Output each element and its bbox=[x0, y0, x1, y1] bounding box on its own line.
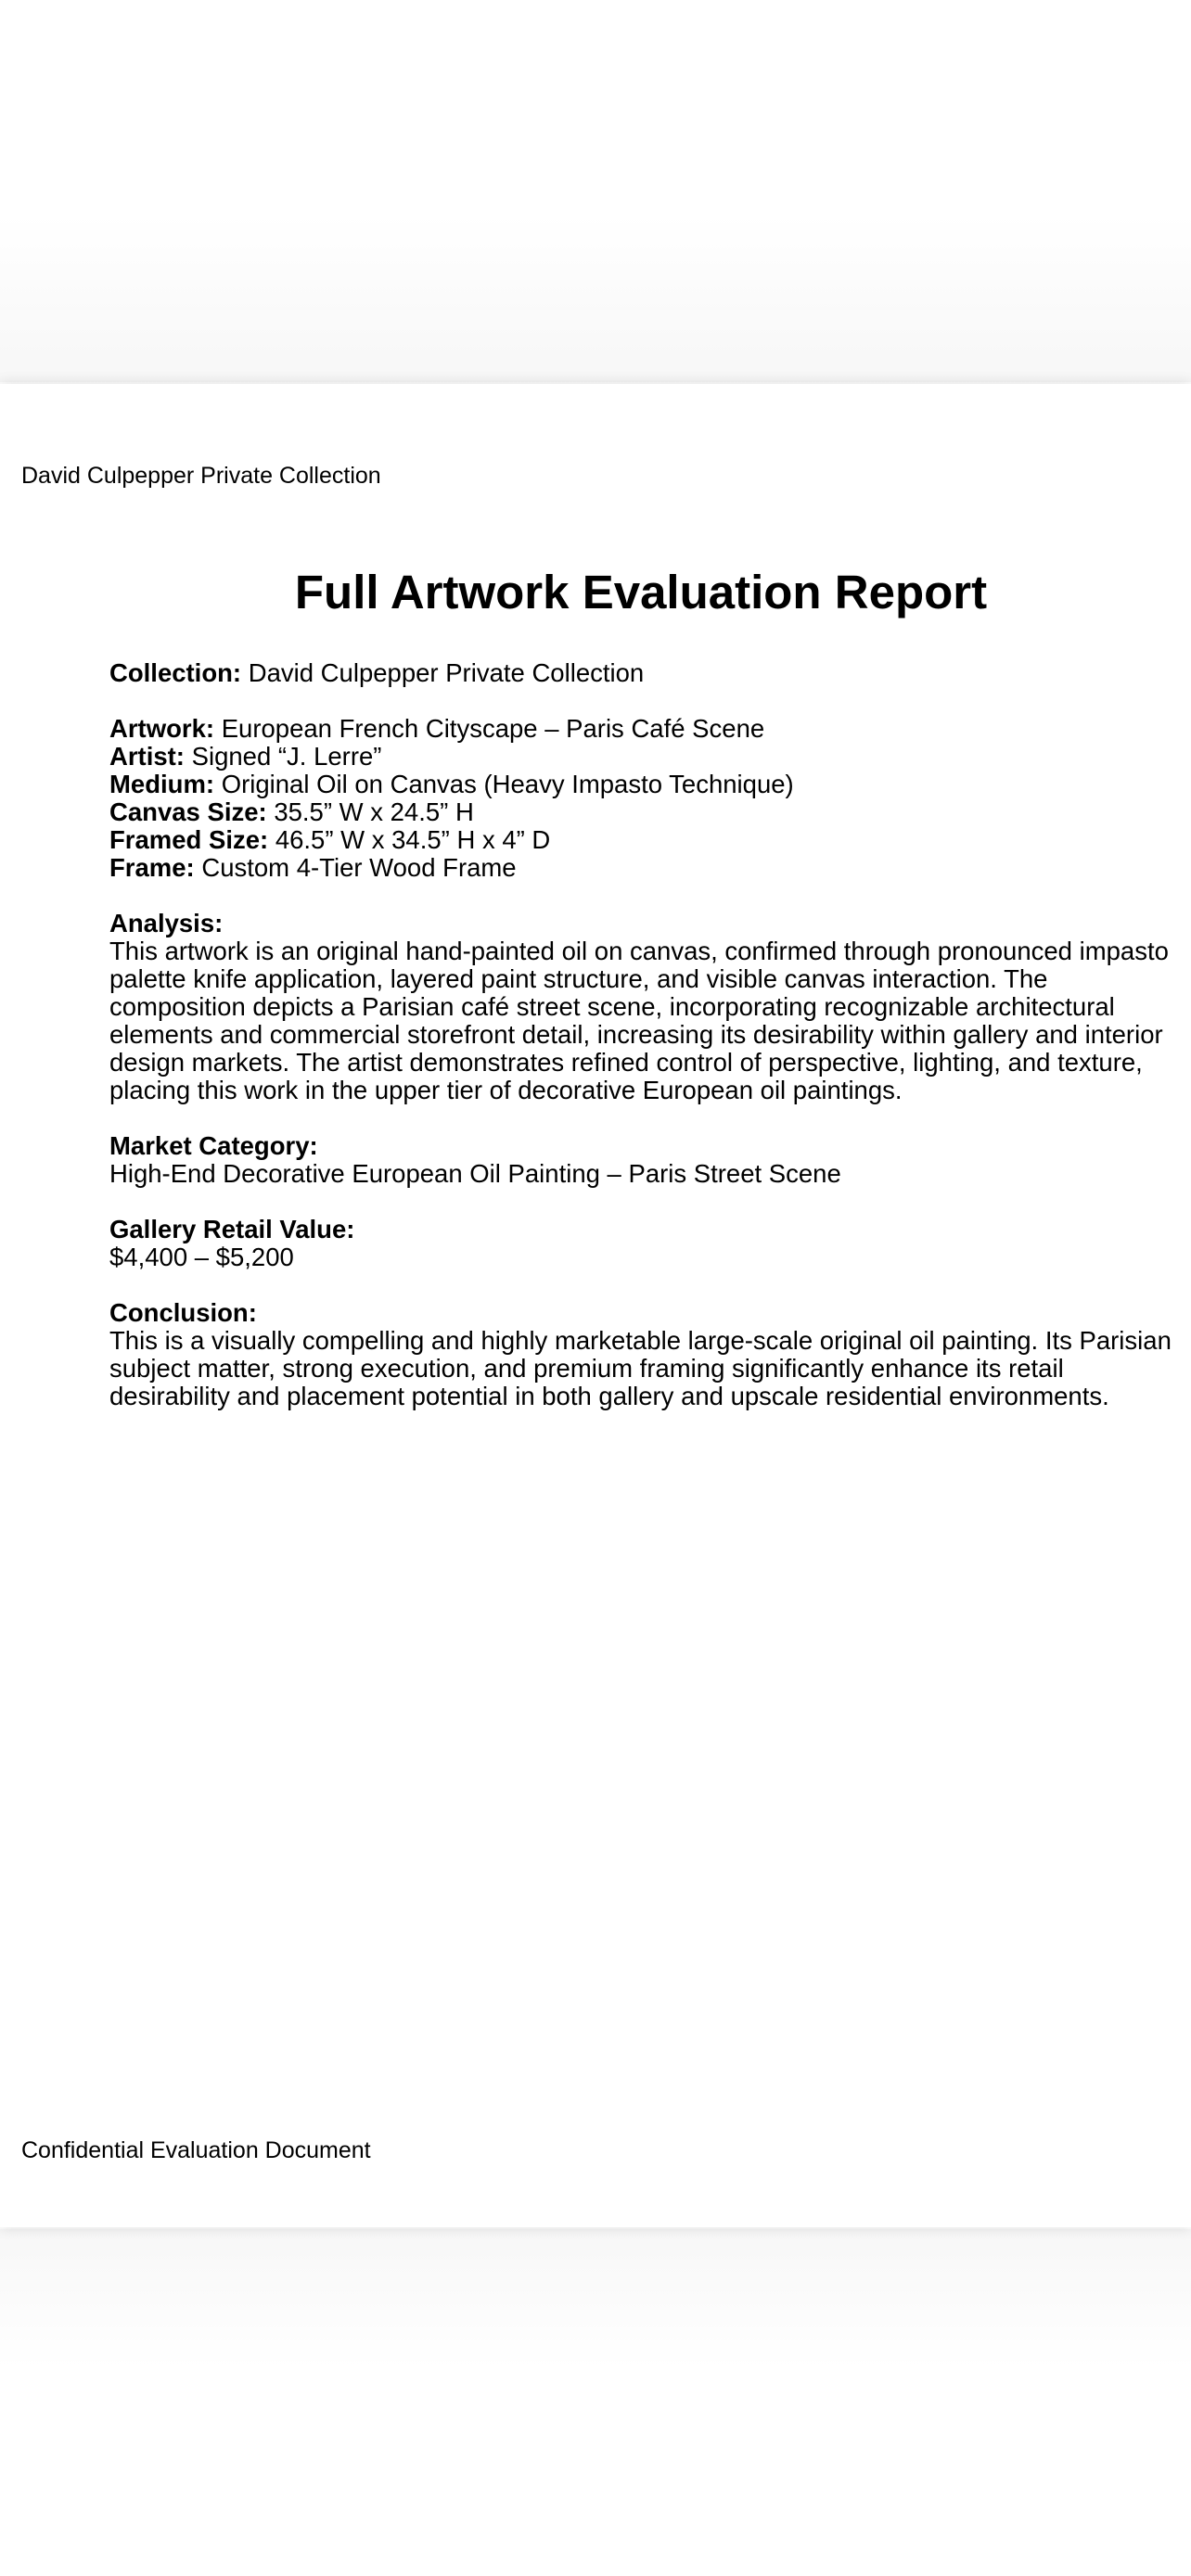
analysis-label: Analysis: bbox=[109, 909, 224, 937]
conclusion-label: Conclusion: bbox=[109, 1298, 257, 1327]
detail-artwork bbox=[109, 714, 764, 743]
artwork-details bbox=[109, 715, 1176, 882]
detail-label: Canvas Size: bbox=[109, 797, 267, 826]
collection-line bbox=[109, 659, 1176, 687]
detail-label: Medium: bbox=[109, 770, 215, 798]
detail-artist bbox=[109, 742, 381, 771]
detail-value: Original Oil on Canvas (Heavy Impasto Technique) bbox=[221, 770, 794, 798]
detail-label: Artwork: bbox=[109, 714, 215, 743]
detail-value: 35.5” W x 24.5” H bbox=[274, 797, 474, 826]
detail-canvas-size bbox=[109, 797, 474, 826]
viewer-background-top bbox=[0, 0, 1191, 382]
analysis-section bbox=[109, 910, 1176, 1104]
report-body bbox=[109, 659, 1176, 1410]
market-category-label: Market Category: bbox=[109, 1131, 318, 1160]
conclusion-text: This is a visually compelling and highly marketable large-scale original oil painting. Its Parisian subject matter, strong execution, and premium framing significantly enhance its retail desirability and placement potential in both gallery and upscale residential environments. bbox=[109, 1326, 1172, 1410]
market-category-section bbox=[109, 1132, 1176, 1188]
viewer-background-bottom bbox=[0, 2229, 1191, 2576]
detail-framed-size bbox=[109, 825, 550, 854]
collection-value: David Culpepper Private Collection bbox=[248, 658, 645, 687]
conclusion-section bbox=[109, 1299, 1176, 1410]
report-title: Full Artwork Evaluation Report bbox=[294, 566, 988, 618]
detail-value: 46.5” W x 34.5” H x 4” D bbox=[275, 825, 551, 854]
page-header: David Culpepper Private Collection bbox=[21, 463, 381, 489]
detail-label: Framed Size: bbox=[109, 825, 269, 854]
detail-medium bbox=[109, 770, 794, 798]
detail-label: Artist: bbox=[109, 742, 185, 771]
retail-value-text: $4,400 – $5,200 bbox=[109, 1243, 294, 1271]
detail-frame bbox=[109, 853, 517, 882]
analysis-text: This artwork is an original hand-painted oil on canvas, confirmed through pronounced impasto palette knife application, layered paint structure, and visible canvas interaction. The composition depicts a Parisian café street scene, incorporating recognizable architectural elements and commercial storefront detail, increasing its desirability within gallery and interior design markets. The artist demonstrates refined control of perspective, lighting, and texture, placing this work in the upper tier of decorative European oil paintings. bbox=[109, 937, 1169, 1104]
document-page bbox=[0, 384, 1191, 2227]
detail-value: Custom 4-Tier Wood Frame bbox=[201, 853, 517, 882]
collection-label: Collection: bbox=[109, 658, 242, 687]
retail-value-label: Gallery Retail Value: bbox=[109, 1215, 355, 1243]
detail-label: Frame: bbox=[109, 853, 195, 882]
detail-value: European French Cityscape – Paris Café Scene bbox=[221, 714, 765, 743]
page-footer: Confidential Evaluation Document bbox=[21, 2137, 371, 2163]
market-category-text: High-End Decorative European Oil Painting – Paris Street Scene bbox=[109, 1159, 841, 1188]
retail-value-section bbox=[109, 1216, 1176, 1271]
detail-value: Signed “J. Lerre” bbox=[191, 742, 382, 771]
